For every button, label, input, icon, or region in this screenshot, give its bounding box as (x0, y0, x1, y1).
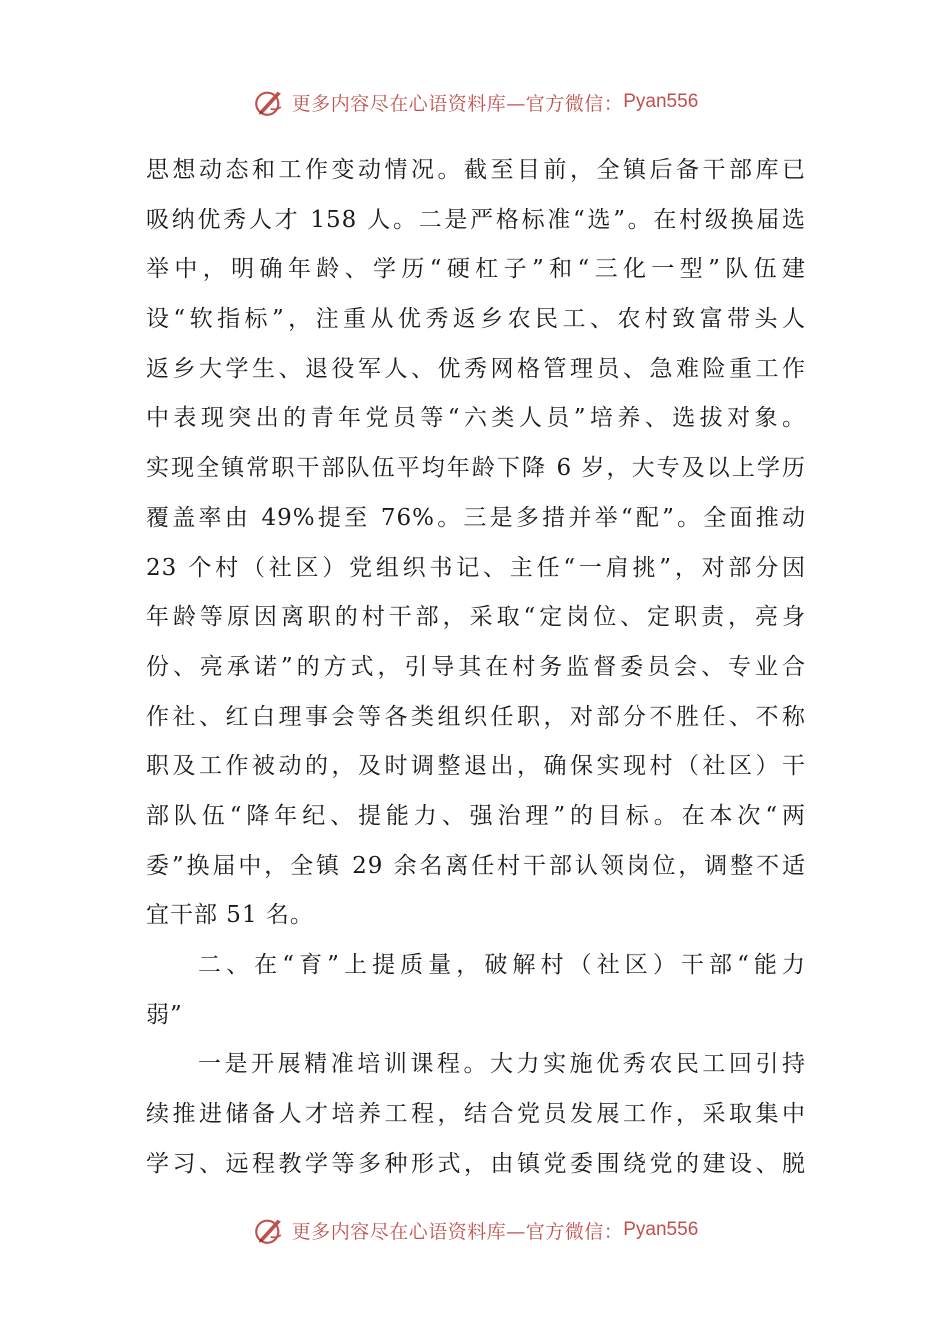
body-line: 学习、远程教学等多种形式，由镇党委围绕党的建设、脱 (146, 1150, 806, 1177)
body-line: 部队伍“降年纪、提能力、强治理”的目标。在本次“两 (146, 802, 806, 829)
document-body (146, 146, 806, 1189)
body-line: 吸纳优秀人才 158 人。二是严格标准“选”。在村级换届选 (146, 206, 806, 233)
banner-handle: Pyan556 (623, 1219, 699, 1240)
body-line: 返乡大学生、退役军人、优秀网格管理员、急难险重工作 (146, 355, 806, 382)
body-line: 一是开展精准培训课程。大力实施优秀农民工回引持 (198, 1051, 806, 1078)
body-line: 作社、红白理事会等各类组织任职，对部分不胜任、不称 (146, 703, 806, 730)
body-line: 份、亮承诺”的方式，引导其在村务监督委员会、专业合 (146, 653, 806, 680)
banner-handle: Pyan556 (623, 91, 699, 112)
body-line: 宜干部 51 名。 (146, 902, 314, 929)
body-line: 续推进储备人才培养工程，结合党员发展工作，采取集中 (146, 1101, 806, 1128)
pen-logo-icon (252, 1213, 286, 1247)
body-line: 设“软指标”，注重从优秀返乡农民工、农村致富带头人 (146, 306, 806, 333)
section-heading: 二、在“育”上提质量，破解村（社区）干部“能力 (198, 952, 806, 978)
body-line: 实现全镇常职干部队伍平均年龄下降 6 岁，大专及以上学历 (146, 455, 806, 482)
section-heading-continued: 弱” (146, 1001, 183, 1028)
body-line: 23 个村（社区）党组织书记、主任“一肩挑”，对部分因 (146, 554, 806, 581)
pen-logo-icon (252, 85, 286, 119)
body-line: 中表现突出的青年党员等“六类人员”培养、选拔对象。 (146, 405, 806, 432)
body-line: 年龄等原因离职的村干部，采取“定岗位、定职责，亮身 (146, 604, 806, 631)
body-line: 思想动态和工作变动情况。截至目前，全镇后备干部库已 (146, 157, 806, 183)
body-line: 举中，明确年龄、学历“硬杠子”和“三化一型”队伍建 (146, 256, 806, 283)
banner-text: 更多内容尽在心语资料库—官方微信： (291, 92, 624, 115)
body-line: 职及工作被动的，及时调整退出，确保实现村（社区）干 (146, 753, 806, 780)
banner-text: 更多内容尽在心语资料库—官方微信： (291, 1220, 624, 1243)
body-line: 委”换届中，全镇 29 余名离任村干部认领岗位，调整不适 (146, 852, 806, 879)
footer-banner (0, 1210, 950, 1250)
header-banner (0, 82, 950, 122)
body-line: 覆盖率由 49%提至 76%。三是多措并举“配”。全面推动 (146, 504, 806, 531)
